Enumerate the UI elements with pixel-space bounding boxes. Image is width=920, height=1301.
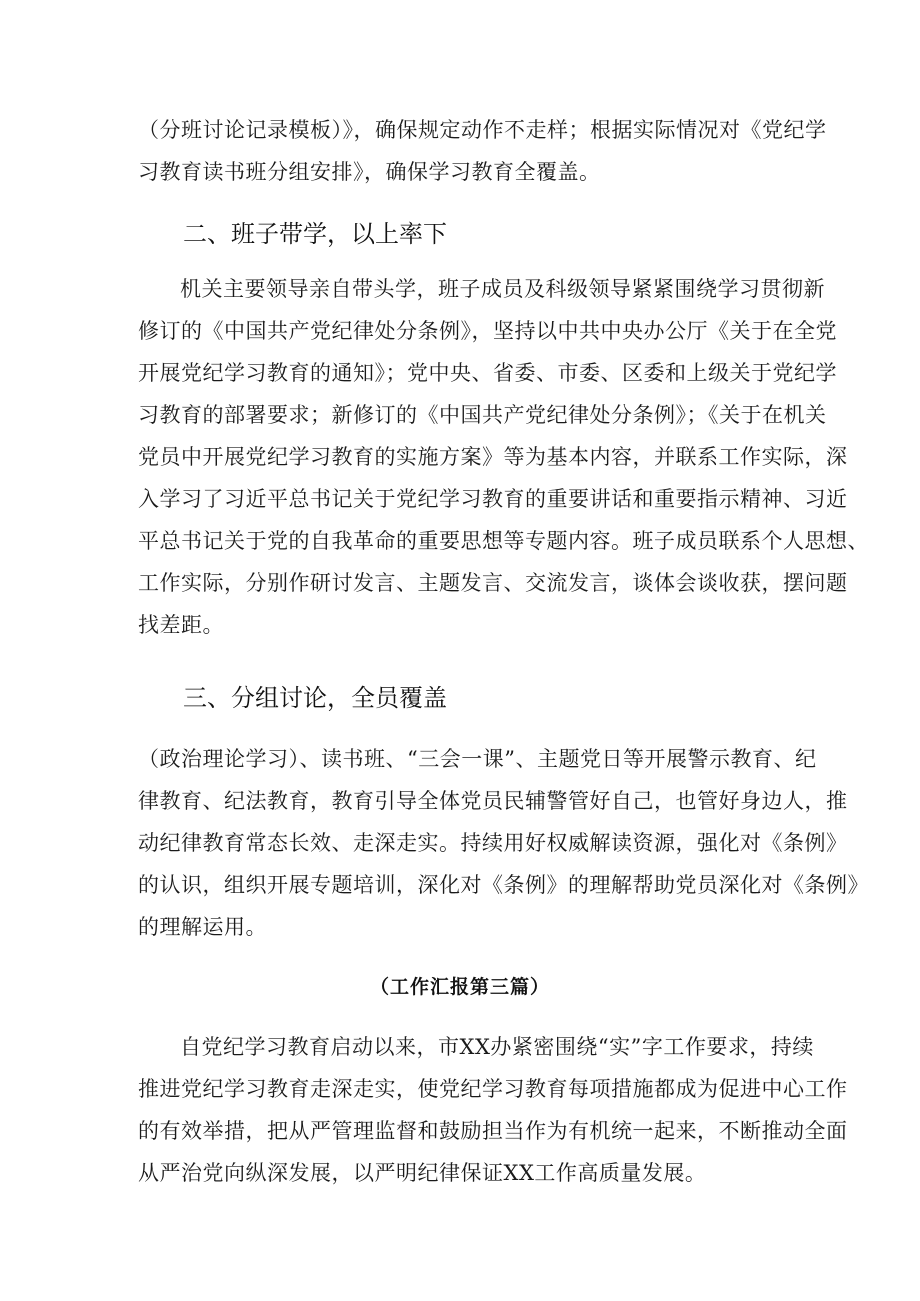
paragraph-line: 的理解运用。 — [138, 915, 267, 939]
paragraph-line: 自党纪学习教育启动以来，市XX办紧密围绕“实”字工作要求，持续 — [180, 1035, 814, 1059]
paragraph-line: 找差距。 — [138, 613, 224, 637]
paragraph-line: 工作实际，分别作研讨发言、主题发言、交流发言，谈体会谈收获，摆问题 — [138, 571, 848, 595]
paragraph-line: 党员中开展党纪学习教育的实施方案》等为基本内容，并联系工作实际，深 — [138, 445, 848, 469]
paragraph-line: 开展党纪学习教育的通知》；党中央、省委、市委、区委和上级关于党纪学 — [138, 361, 837, 385]
paragraph-line: 习教育读书班分组安排》，确保学习教育全覆盖。 — [138, 160, 601, 184]
paragraph-line: 动纪律教育常态长效、走深走实。持续用好权威解读资源，强化对《条例》 — [138, 831, 848, 855]
paragraph-line: 的有效举措，把从严管理监督和鼓励担当作为有机统一起来，不断推动全面 — [138, 1119, 848, 1143]
paragraph-line: 平总书记关于党的自我革命的重要思想等专题内容。班子成员联系个人思想、 — [138, 529, 869, 553]
paragraph-line: 入学习了习近平总书记关于党纪学习教育的重要讲话和重要指示精神、习近 — [138, 487, 848, 511]
paragraph-line: （分班讨论记录模板）》，确保规定动作不走样；根据实际情况对《党纪学 — [138, 118, 827, 142]
paragraph-line: 从严治党向纵深发展，以严明纪律保证XX工作高质量发展。 — [138, 1161, 707, 1185]
section-heading-2: 二、班子带学，以上率下 — [183, 220, 447, 248]
paragraph-line: 律教育、纪法教育，教育引导全体党员民辅警管好自己，也管好身边人，推 — [138, 789, 848, 813]
part-title: （工作汇报第三篇） — [369, 976, 550, 998]
paragraph-line: （政治理论学习）、读书班、“三会一课”、主题党日等开展警示教育、纪 — [138, 747, 817, 771]
paragraph-line: 推进党纪学习教育走深走实，使党纪学习教育每项措施都成为促进中心工作 — [138, 1077, 848, 1101]
paragraph-line: 的认识，组织开展专题培训，深化对《条例》的理解帮助党员深化对《条例》 — [138, 873, 869, 897]
paragraph-line: 机关主要领导亲自带头学，班子成员及科级领导紧紧围绕学习贯彻新 — [180, 277, 825, 301]
paragraph-line: 修订的《中国共产党纪律处分条例》，坚持以中共中央办公厅《关于在全党 — [138, 319, 837, 343]
paragraph-line: 习教育的部署要求；新修订的《中国共产党纪律处分条例》；《关于在机关 — [138, 403, 827, 427]
section-heading-3: 三、分组讨论，全员覆盖 — [183, 684, 447, 712]
